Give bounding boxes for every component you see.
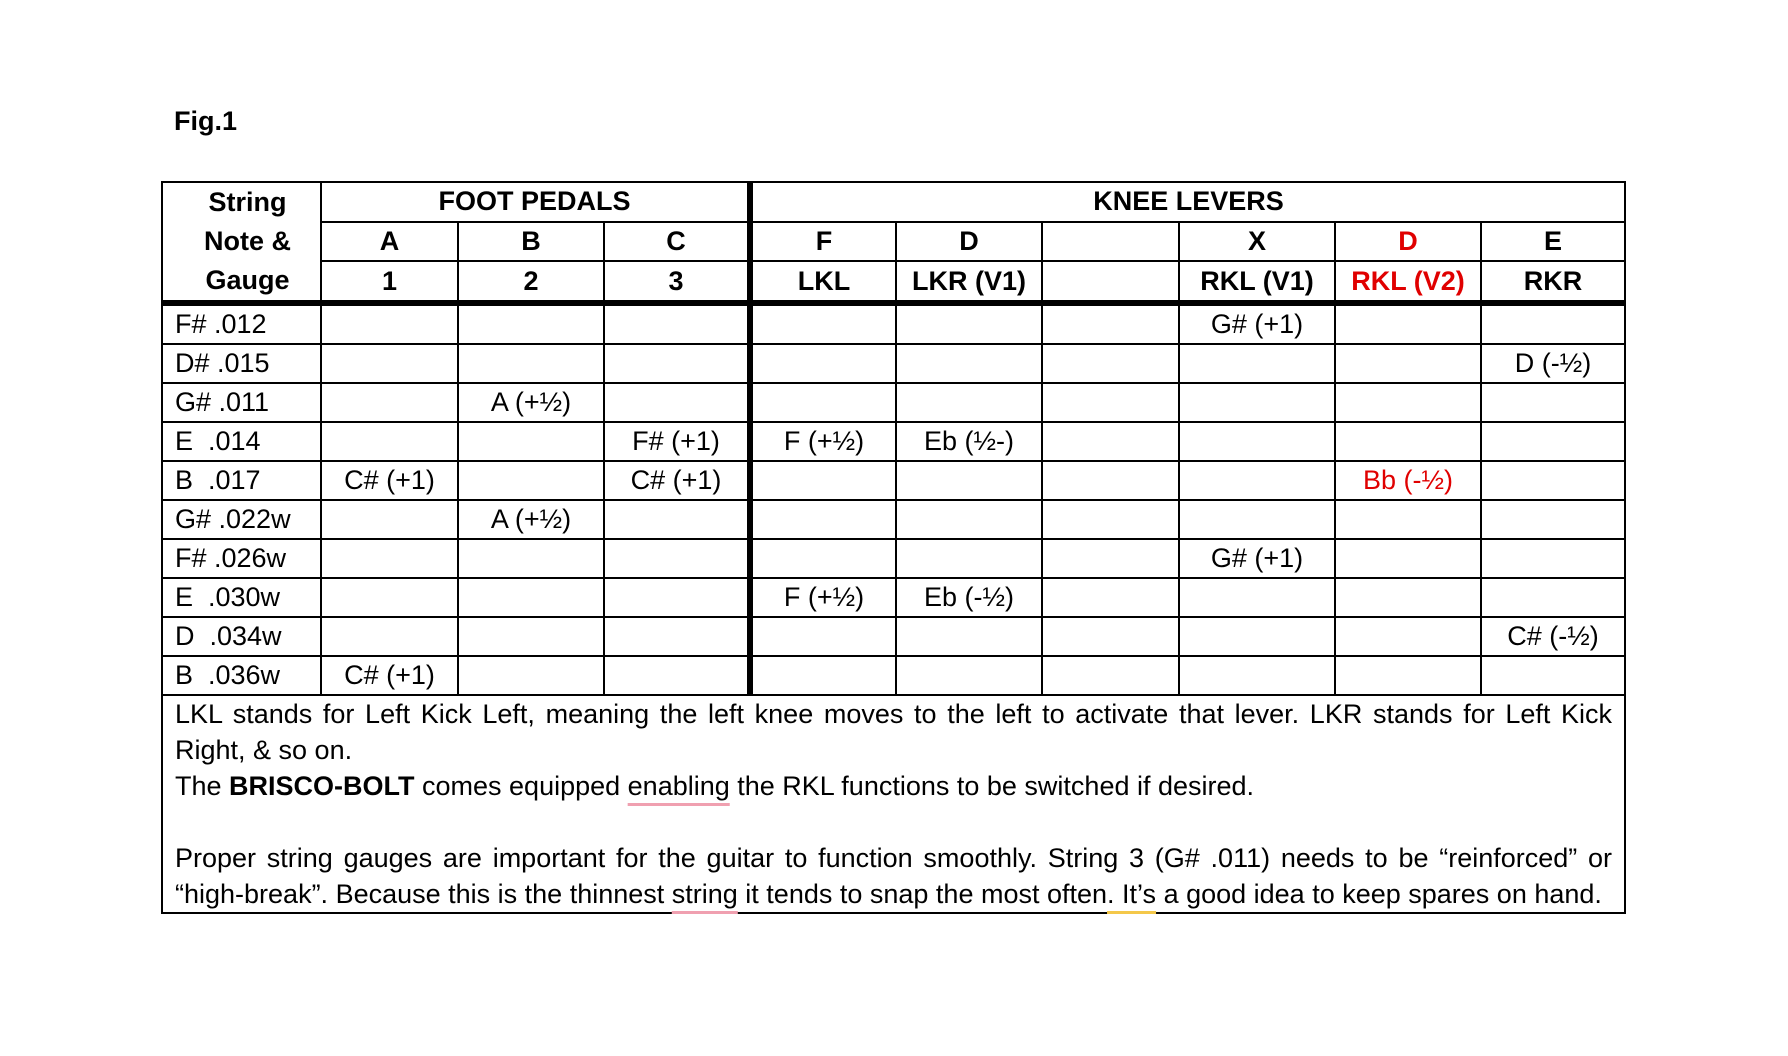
table-cell [750, 344, 896, 383]
table-cell [1335, 303, 1481, 344]
brisco-note-mid: comes equipped [414, 771, 628, 801]
table-cell [1335, 578, 1481, 617]
string-label: E .030w [162, 578, 321, 617]
table-cell [458, 344, 604, 383]
table-cell [321, 422, 458, 461]
table-cell [1042, 383, 1179, 422]
gauge-note-part-c: it tends to snap the most often [737, 879, 1108, 909]
header-numbers-8: RKR [1481, 261, 1625, 303]
string-label: B .017 [162, 461, 321, 500]
lever-abbreviation-note: LKL stands for Left Kick Left, meaning the left knee moves to the left to activate that lever. LKR stands for Left Kick Right, & so on. [175, 699, 1613, 765]
table-row [162, 578, 1625, 617]
table-cell [1042, 344, 1179, 383]
table-cell [321, 539, 458, 578]
table-cell [750, 303, 896, 344]
table-cell [896, 656, 1042, 695]
table-cell [750, 500, 896, 539]
header-letters-6: X [1179, 222, 1335, 262]
string-note-gauge-header: String Note & Gauge [162, 182, 321, 303]
table-cell [1179, 656, 1335, 695]
table-cell [1179, 344, 1335, 383]
table-cell [458, 461, 604, 500]
table-cell [1179, 617, 1335, 656]
table-cell [1179, 578, 1335, 617]
table-cell [458, 617, 604, 656]
table-cell [750, 617, 896, 656]
header-letters-7: D [1335, 222, 1481, 262]
table-row [162, 539, 1625, 578]
table-cell [604, 578, 750, 617]
header-letters-4: D [896, 222, 1042, 262]
table-cell [1481, 383, 1625, 422]
table-row [162, 500, 1625, 539]
spellcheck-flagged-string: string [671, 879, 738, 909]
pedal-chart-table [161, 181, 1626, 914]
foot-pedals-header: FOOT PEDALS [321, 182, 750, 222]
table-cell [1335, 422, 1481, 461]
table-row [162, 383, 1625, 422]
table-cell [1335, 539, 1481, 578]
table-cell [896, 383, 1042, 422]
table-cell: F (+½) [750, 578, 896, 617]
table-cell: C# (+1) [604, 461, 750, 500]
table-row [162, 422, 1625, 461]
string-label: G# .022w [162, 500, 321, 539]
table-cell [750, 656, 896, 695]
table-cell: Eb (½-) [896, 422, 1042, 461]
table-cell: C# (+1) [321, 656, 458, 695]
table-cell [1335, 656, 1481, 695]
table-cell [1042, 303, 1179, 344]
table-cell: Bb (-½) [1335, 461, 1481, 500]
table-cell [896, 303, 1042, 344]
brisco-bolt-note [175, 768, 1612, 804]
table-cell: C# (+1) [321, 461, 458, 500]
table-cell [1042, 617, 1179, 656]
table-cell [750, 383, 896, 422]
table-cell [1481, 303, 1625, 344]
table-cell [896, 500, 1042, 539]
table-cell [1042, 461, 1179, 500]
figure-label: Fig.1 [174, 106, 238, 136]
table-cell [1179, 422, 1335, 461]
table-row [162, 617, 1625, 656]
header-letters-0: A [321, 222, 458, 262]
table-cell [1042, 500, 1179, 539]
table-cell [1042, 656, 1179, 695]
spellcheck-flagged-word: enabling [627, 771, 730, 801]
brisco-bolt-name: BRISCO-BOLT [229, 771, 415, 801]
table-cell [321, 500, 458, 539]
header-numbers-5 [1042, 261, 1179, 303]
table-cell [458, 578, 604, 617]
gauge-note-part-a: Proper string gauges are important for the guitar to function smoothly. String 3 (G# .011) needs to be “reinforced” or “high-break”. Because this is the thinnest [175, 843, 1613, 909]
table-cell [1179, 461, 1335, 500]
table-cell [1042, 422, 1179, 461]
header-letters-2: C [604, 222, 750, 262]
table-cell: G# (+1) [1179, 303, 1335, 344]
string-label: D# .015 [162, 344, 321, 383]
table-cell [604, 344, 750, 383]
table-row [162, 344, 1625, 383]
header-numbers-0: 1 [321, 261, 458, 303]
table-cell [604, 383, 750, 422]
table-cell [458, 422, 604, 461]
table-cell [321, 617, 458, 656]
table-cell [1335, 617, 1481, 656]
table-cell [321, 303, 458, 344]
table-cell [896, 461, 1042, 500]
table-cell [750, 539, 896, 578]
header-numbers-3: LKL [750, 261, 896, 303]
header-numbers-1: 2 [458, 261, 604, 303]
grammar-flagged-text: . It’s [1107, 879, 1157, 909]
table-cell [321, 344, 458, 383]
table-cell [321, 383, 458, 422]
table-cell [604, 539, 750, 578]
table-cell [1335, 500, 1481, 539]
header-letters-8: E [1481, 222, 1625, 262]
string-label: G# .011 [162, 383, 321, 422]
table-cell [604, 617, 750, 656]
table-cell: F (+½) [750, 422, 896, 461]
knee-levers-header: KNEE LEVERS [750, 182, 1625, 222]
table-cell [604, 303, 750, 344]
header-numbers-7: RKL (V2) [1335, 261, 1481, 303]
table-cell [1335, 383, 1481, 422]
string-label: D .034w [162, 617, 321, 656]
table-cell [604, 656, 750, 695]
table-cell [458, 539, 604, 578]
table-cell [1481, 539, 1625, 578]
string-label: F# .012 [162, 303, 321, 344]
table-cell [321, 578, 458, 617]
table-cell [750, 461, 896, 500]
string-label: E .014 [162, 422, 321, 461]
header-numbers-2: 3 [604, 261, 750, 303]
header-letters-3: F [750, 222, 896, 262]
table-row [162, 461, 1625, 500]
header-letter-row [162, 222, 1625, 262]
table-cell [1042, 539, 1179, 578]
brisco-note-suffix: the RKL functions to be switched if desired. [729, 771, 1255, 801]
table-cell: C# (-½) [1481, 617, 1625, 656]
header-letters-1: B [458, 222, 604, 262]
gauge-note-part-e: a good idea to keep spares on hand. [1156, 879, 1602, 909]
table-row [162, 656, 1625, 695]
brisco-note-prefix: The [175, 771, 230, 801]
string-label: F# .026w [162, 539, 321, 578]
table-cell [1481, 578, 1625, 617]
table-cell [896, 344, 1042, 383]
string-label: B .036w [162, 656, 321, 695]
table-cell [604, 500, 750, 539]
table-cell [1481, 422, 1625, 461]
table-cell [896, 539, 1042, 578]
header-numbers-6: RKL (V1) [1179, 261, 1335, 303]
table-cell [1042, 578, 1179, 617]
header-letters-5 [1042, 222, 1179, 262]
table-cell: F# (+1) [604, 422, 750, 461]
table-cell: A (+½) [458, 500, 604, 539]
table-cell [896, 617, 1042, 656]
table-cell [1335, 344, 1481, 383]
table-cell: A (+½) [458, 383, 604, 422]
table-cell [1179, 500, 1335, 539]
table-cell [458, 656, 604, 695]
header-numbers-4: LKR (V1) [896, 261, 1042, 303]
table-cell: Eb (-½) [896, 578, 1042, 617]
header-number-row [162, 261, 1625, 303]
notes-cell [162, 695, 1625, 913]
table-cell [1481, 461, 1625, 500]
string-gauge-note [175, 840, 1612, 912]
table-cell: D (-½) [1481, 344, 1625, 383]
table-cell [1481, 500, 1625, 539]
table-cell [458, 303, 604, 344]
table-cell [1481, 656, 1625, 695]
table-cell: G# (+1) [1179, 539, 1335, 578]
table-cell [1179, 383, 1335, 422]
table-row [162, 303, 1625, 344]
paragraph-spacer [175, 804, 1612, 840]
